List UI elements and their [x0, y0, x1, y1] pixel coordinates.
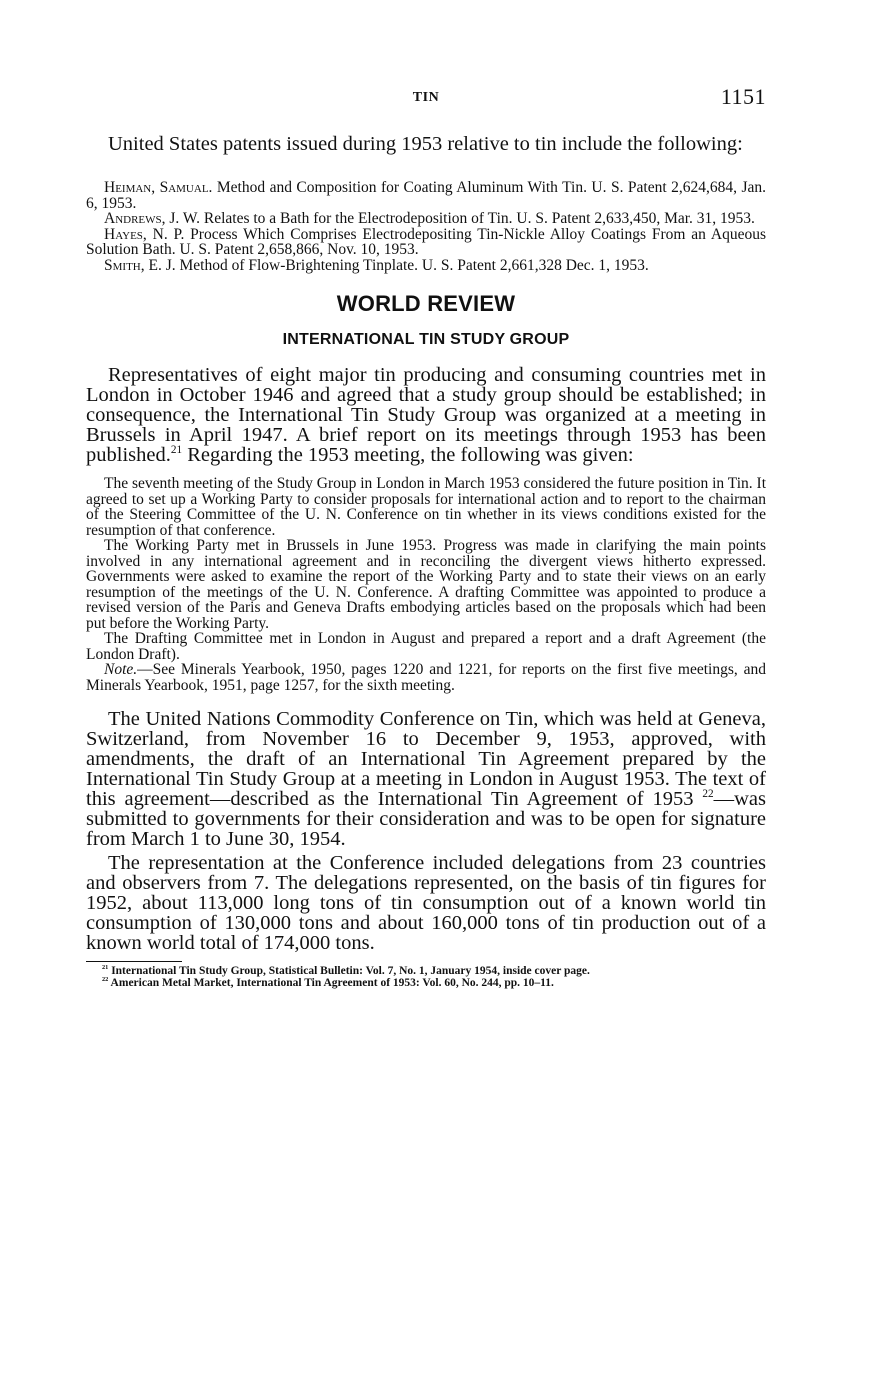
patent-author: Heiman, Samual. — [104, 179, 213, 196]
note-label: Note. — [104, 661, 138, 678]
intro-paragraph: United States patents issued during 1953 relative to tin include the following: — [108, 133, 743, 155]
study-group-paragraph — [86, 365, 766, 465]
patent-entry — [86, 227, 766, 258]
running-title: TIN — [412, 90, 440, 105]
subsection-title: INTERNATIONAL TIN STUDY GROUP — [282, 331, 570, 348]
patent-text: Process Which Comprises Electrodepositing Tin-Nickle Alloy Coatings From an Aqueous Solution Bath. U. S. Patent 2,658,866, Nov. 10, 1953. — [86, 225, 766, 258]
patent-entry — [86, 258, 766, 274]
paragraph-text-continued: —was submitted to governments for their consideration and was to be open for signature from March 1 to June 30, 1954. — [86, 788, 766, 850]
paragraph-text-continued: Regarding the 1953 meeting, the following was given: — [182, 444, 634, 466]
page-number: 1151 — [720, 84, 766, 109]
quote-paragraph: The Working Party met in Brussels in June 1953. Progress was made in clarifying the main points involved in any international agreement and in reconciling the divergent views hitherto expressed. Governments were asked to examine the report of the Working Party and to state their views on an early resumption of the meetings of the U. N. Conference. A drafting Committee was appointed to produce a revised version of the Paris and Geneva Drafts embodying articles based on the proposals which had been put before the Working Party. — [86, 537, 766, 632]
footnote — [86, 965, 766, 977]
footnote-number: 21 — [102, 964, 109, 972]
footnote-number: 22 — [102, 976, 109, 984]
running-head — [86, 84, 766, 116]
patent-author: Andrews, J. W. — [104, 210, 200, 227]
representation-paragraph: The representation at the Conference included delegations from 23 countries and observers from 7. The delegations represented, on the basis of tin figures for 1952, about 113,000 long tons of tin consumption out of a known world tin consumption of 130,000 tons and about 160,000 tons of tin production out of a known world total of 174,000 tons. — [86, 852, 766, 954]
quote-paragraph: The Drafting Committee met in London in August and prepared a report and a draft Agreement (the London Draft). — [86, 630, 766, 663]
footnote — [86, 977, 766, 989]
quote-paragraph: The seventh meeting of the Study Group in London in March 1953 considered the future position in Tin. It agreed to set up a Working Party to consider proposals for international action and to report to the chairman of the Steering Committee of the U. N. Conference on tin whether in its views conditions existed for the resumption of that conference. — [86, 475, 766, 539]
footnote-text: American Metal Market, International Tin Agreement of 1953: Vol. 60, No. 244, pp. 10–11. — [108, 977, 554, 989]
block-quote — [86, 476, 766, 693]
patent-entry — [86, 180, 766, 211]
patent-text: Method of Flow-Brightening Tinplate. U. S. Patent 2,661,328 Dec. 1, 1953. — [179, 256, 649, 274]
footnote-ref: 22 — [702, 788, 714, 801]
quote-note — [86, 662, 766, 693]
note-text: —See Minerals Yearbook, 1950, pages 1220 and 1221, for reports on the first five meetings, and Minerals Yearbook, 1951, page 1257, for the sixth meeting. — [86, 661, 766, 694]
patent-author: Hayes, N. P. — [104, 225, 185, 243]
conference-paragraph — [86, 709, 766, 849]
paragraph-text: The United Nations Commodity Conference on Tin, which was held at Geneva, Switzerland, from November 16 to December 9, 1953, approved, with amendments, the draft of an International Tin Agreement prepared by the International Tin Study Group at a meeting in London in August 1953. The text of this agreement—described as the International Tin Agreement of 1953 — [86, 708, 766, 810]
section-title: WORLD REVIEW — [336, 291, 516, 316]
patent-author: Smith, E. J. — [104, 256, 176, 274]
footnote-ref: 21 — [170, 444, 183, 457]
patent-text: Method and Composition for Coating Aluminum With Tin. U. S. Patent 2,624,684, Jan. 6, 1953. — [86, 179, 767, 212]
footnote-text: International Tin Study Group, Statistical Bulletin: Vol. 7, No. 1, January 1954, inside cover page. — [108, 965, 590, 977]
patent-list — [86, 180, 766, 273]
page-content — [86, 84, 766, 989]
patent-text: Relates to a Bath for the Electrodeposition of Tin. U. S. Patent 2,633,450, Mar. 31, 1953. — [203, 210, 755, 227]
footnotes — [86, 965, 766, 989]
footnote-divider — [86, 961, 182, 962]
paragraph-text: Representatives of eight major tin producing and consuming countries met in London in October 1946 and agreed that a study group should be established; in consequence, the International Tin Study Group was organized at a meeting in Brussels in April 1947. A brief report on its meetings through 1953 has been published. — [86, 364, 766, 466]
patent-entry — [86, 211, 766, 227]
